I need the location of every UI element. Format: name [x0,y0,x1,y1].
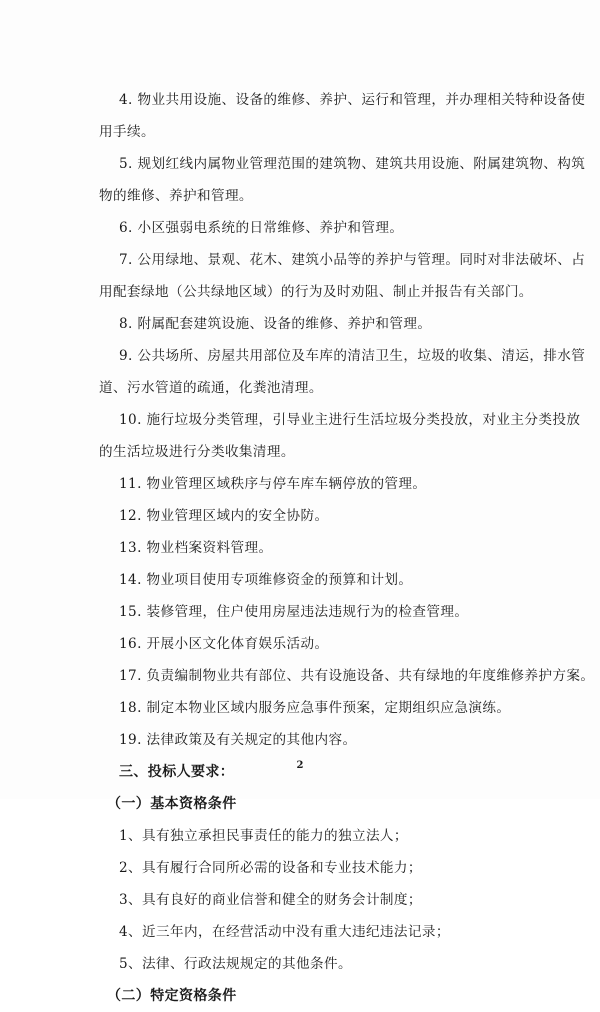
list-item-text: 5. 规划红线内属物业管理范围的建筑物、建筑共用设施、附属建筑物、构筑 [119,156,586,172]
list-item-text: 9. 公共场所、房屋共用部位及车库的清洁卫生，垃圾的收集、清运，排水管 [119,348,586,364]
list-item-11: 11. 物业管理区域秩序与停车库车辆停放的管理。 [119,476,427,492]
list-item-text-continued: 物的维修、养护和管理。 [99,188,253,204]
section-heading-bidder-requirements: 三、投标人要求： [119,764,235,780]
list-item-4 [99,84,586,148]
list-item-19: 19. 法律政策及有关规定的其他内容。 [119,732,357,748]
list-item-15: 15. 装修管理，住户使用房屋违法违规行为的检查管理。 [119,604,469,620]
basic-condition-2: 2、具有履行合同所必需的设备和专业技术能力； [119,860,422,876]
subsection-heading-specific-qualifications: （二）特定资格条件 [107,988,237,1004]
list-item-16: 16. 开展小区文化体育娱乐活动。 [119,636,329,652]
list-item-text-continued: 用配套绿地（公共绿地区域）的行为及时劝阻、制止并报告有关部门。 [99,284,533,300]
basic-condition-3: 3、具有良好的商业信誉和健全的财务会计制度； [119,892,422,908]
list-item-text-continued: 的生活垃圾进行分类收集清理。 [99,444,295,460]
list-item-9 [99,340,586,404]
list-item-text-continued: 用手续。 [99,124,155,140]
page-number: 2 [296,760,304,771]
list-item-text: 7. 公用绿地、景观、花木、建筑小品等的养护与管理。同时对非法破坏、占 [119,252,586,268]
list-item-text: 4. 物业共用设施、设备的维修、养护、运行和管理，并办理相关特种设备使 [119,92,586,108]
list-item-13: 13. 物业档案资料管理。 [119,540,273,556]
list-item-12: 12. 物业管理区域内的安全协防。 [119,508,329,524]
list-item-8: 8. 附属配套建筑设施、设备的维修、养护和管理。 [119,316,432,332]
list-item-text: 10. 施行垃圾分类管理，引导业主进行生活垃圾分类投放，对业主分类投放 [119,412,581,428]
list-item-5 [99,148,586,212]
basic-condition-5: 5、法律、行政法规规定的其他条件。 [119,956,352,972]
list-item-14: 14. 物业项目使用专项维修资金的预算和计划。 [119,572,413,588]
basic-condition-1: 1、具有独立承担民事责任的能力的独立法人； [119,828,408,844]
subsection-heading-basic-qualifications: （一）基本资格条件 [107,796,237,812]
list-item-7 [99,244,586,308]
basic-condition-4: 4、近三年内，在经营活动中没有重大违纪违法记录； [119,924,450,940]
list-item-6: 6. 小区强弱电系统的日常维修、养护和管理。 [119,220,404,236]
list-item-text-continued: 道、污水管道的疏通，化粪池清理。 [99,380,323,396]
document-body [99,84,595,1012]
list-item-17: 17. 负责编制物业共有部位、共有设施设备、共有绿地的年度维修养护方案。 [119,668,595,684]
list-item-10 [99,404,581,468]
list-item-18: 18. 制定本物业区域内服务应急事件预案，定期组织应急演练。 [119,700,511,716]
